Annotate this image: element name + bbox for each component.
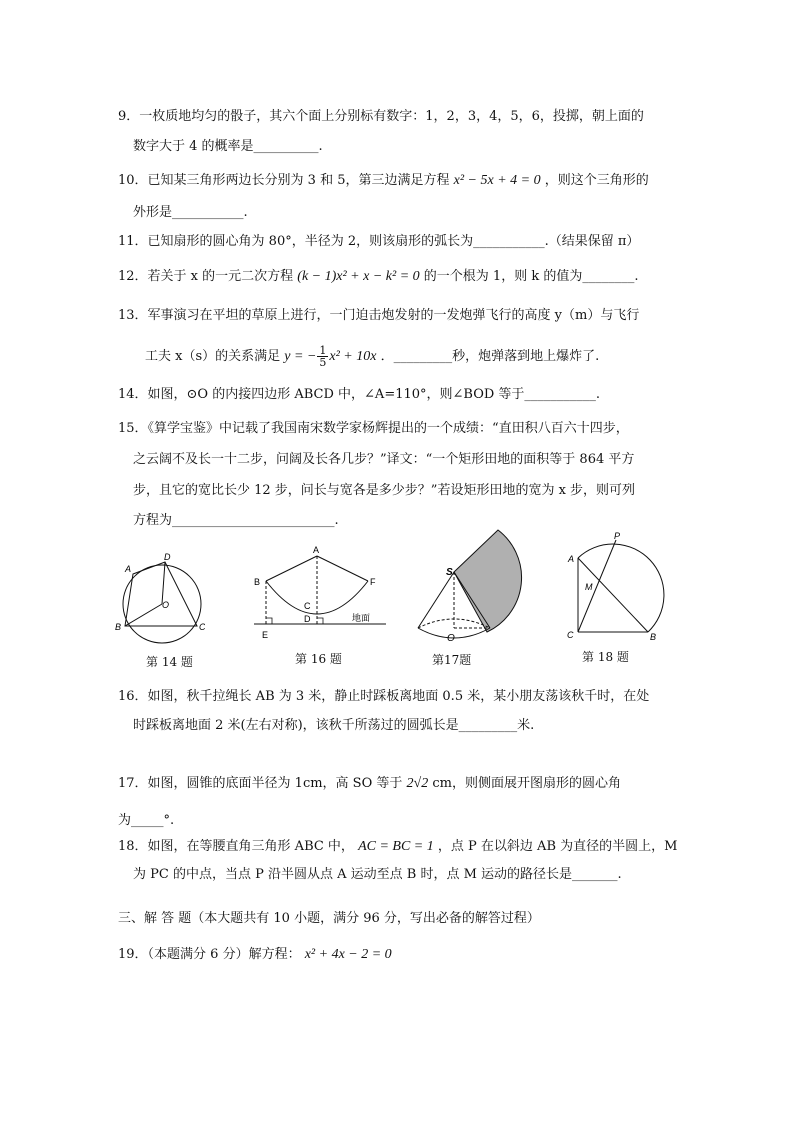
q13-eq-lhs: y = −: [284, 349, 317, 364]
q14-line1: 14．如图，⊙O 的内接四边形 ABCD 中，∠A=110°，则∠BOD 等于___________.: [118, 387, 601, 402]
fig18-label-a: A: [568, 554, 575, 564]
q10-text-a: 10．已知某三角形两边长分别为 3 和 5，第三边满足方程: [118, 173, 450, 188]
fig14-caption: 第 14 题: [146, 655, 193, 669]
q18-text-a: 18．如图，在等腰直角三角形 ABC 中，: [118, 839, 354, 854]
q12-text-a: 12．若关于 x 的一元二次方程: [118, 269, 294, 284]
q18-equation: AC = BC = 1: [358, 839, 434, 854]
figure-17: [410, 528, 528, 648]
q9-line2: 数字大于 4 的概率是__________.: [133, 139, 323, 154]
fig18-label-p: P: [614, 532, 621, 541]
fig16-right-angle-d: [317, 618, 323, 624]
fig14-label-d: D: [164, 552, 171, 562]
q13-line2: [145, 345, 599, 368]
fig18-caption: 第 18 题: [582, 650, 629, 664]
q17-text-b: cm，则侧面展开图扇形的圆心角: [432, 776, 621, 791]
fig14-quadrilateral: [125, 562, 197, 626]
figure-16: [250, 544, 390, 646]
figure-14: [115, 550, 205, 645]
fig17-sector: [454, 530, 522, 632]
q10-line2: 外形是___________.: [133, 205, 248, 220]
fig14-label-b: B: [115, 622, 122, 632]
q13-text-b: ．_________秒，炮弹落到地上爆炸了.: [380, 349, 600, 364]
q17-equation: 2√2: [406, 776, 429, 791]
q15-line3: 步，且它的宽比长少 12 步，问长与宽各是多少步？”若设矩形田地的宽为 x 步，则可列: [133, 483, 636, 498]
q10-text-b: ，则这个三角形的: [544, 173, 649, 188]
fig16-label-b: B: [254, 577, 261, 587]
q13-line1: 13．军事演习在平坦的草原上进行，一门迫击炮发射的一发炮弹飞行的高度 y（m）与飞行: [118, 308, 640, 323]
q10-line1: [118, 172, 649, 190]
q18-text-b: ，点 P 在以斜边 AB 为直径的半圆上，M: [437, 839, 678, 854]
fig14-label-c: C: [199, 622, 205, 632]
q12-equation: (k − 1)x² + x − k² = 0: [297, 269, 420, 284]
q13-frac-den: 5: [319, 356, 327, 369]
section-3-heading: 三、解 答 题（本大题共有 10 小题，满分 96 分，写出必备的解答过程）: [118, 911, 540, 926]
fig18-hypotenuse-ab: [578, 558, 648, 632]
q13-text-a: 工夫 x（s）的关系满足: [145, 349, 281, 364]
fig17-label-o: O: [447, 633, 455, 644]
q12-text-b: 的一个根为 1，则 k 的值为________.: [423, 269, 639, 284]
q19-equation: x² + 4x − 2 = 0: [304, 947, 392, 962]
q17-text-a: 17．如图，圆锥的底面半径为 1cm，高 SO 等于: [118, 776, 403, 791]
fig14-radius-ob: [125, 604, 162, 626]
q13-fraction: [317, 345, 328, 368]
fig14-label-a: A: [125, 564, 132, 574]
q17-line1: [118, 775, 621, 793]
q12-line1: [118, 268, 638, 286]
q15-line2: 之云阔不及长一十二步，问阔及长各几步？”译文：“一个矩形田地的面积等于 864 平方: [133, 452, 635, 467]
fig18-label-c: C: [567, 630, 574, 640]
q13-frac-num: 1: [319, 344, 327, 357]
q18-line2: 为 PC 的中点，当点 P 沿半圆从点 A 运动至点 B 时，点 M 运动的路径长是_______.: [133, 867, 622, 882]
q11-line1: 11．已知扇形的圆心角为 80°，半径为 2，则该扇形的弧长为___________.（结果保留 π）: [118, 234, 640, 249]
fig16-rope-ab: [266, 556, 317, 581]
fig16-label-a: A: [313, 545, 320, 555]
q17-line2: 为_____°.: [118, 813, 175, 828]
fig16-label-f: F: [370, 577, 376, 587]
q13-eq-rhs: x² + 10x: [329, 349, 377, 364]
fig16-label-d: D: [304, 614, 311, 624]
q16-line2: 时踩板离地面 2 米(左右对称)，该秋千所荡过的圆弧长是_________米.: [133, 718, 535, 733]
fig18-label-b: B: [650, 632, 657, 642]
fig16-right-angle-e: [266, 618, 272, 624]
fig16-label-ground: 地面: [352, 613, 371, 623]
q15-line4: 方程为_________________________.: [133, 513, 339, 528]
fig14-label-o: O: [162, 600, 170, 610]
fig14-radius-od: [162, 562, 165, 604]
fig16-label-e: E: [262, 630, 269, 640]
fig16-caption: 第 16 题: [295, 652, 342, 666]
q10-equation: x² − 5x + 4 = 0: [453, 173, 541, 188]
q15-line1: 15．《算学宝鉴》中记载了我国南宋数学家杨辉提出的一个成绩：“直田积八百六十四步，: [118, 421, 629, 436]
fig18-label-m: M: [585, 582, 593, 592]
q9-line1: 9．一枚质地均匀的骰子，其六个面上分别标有数字：1，2，3，4，5，6，投掷，朝上面的: [118, 109, 644, 124]
q16-line1: 16．如图，秋千拉绳长 AB 为 3 米，静止时踩板离地面 0.5 米，某小朋友荡该秋千时，在处: [118, 689, 650, 704]
figure-18: [564, 532, 674, 644]
q18-line1: [118, 838, 677, 856]
q19-line1: [118, 946, 392, 964]
fig17-label-s: S: [446, 567, 453, 578]
q19-text-a: 19．（本题满分 6 分）解方程：: [118, 947, 301, 962]
fig16-rope-af: [317, 556, 368, 581]
fig17-caption: 第17题: [432, 653, 472, 667]
fig16-label-c: C: [304, 601, 311, 611]
